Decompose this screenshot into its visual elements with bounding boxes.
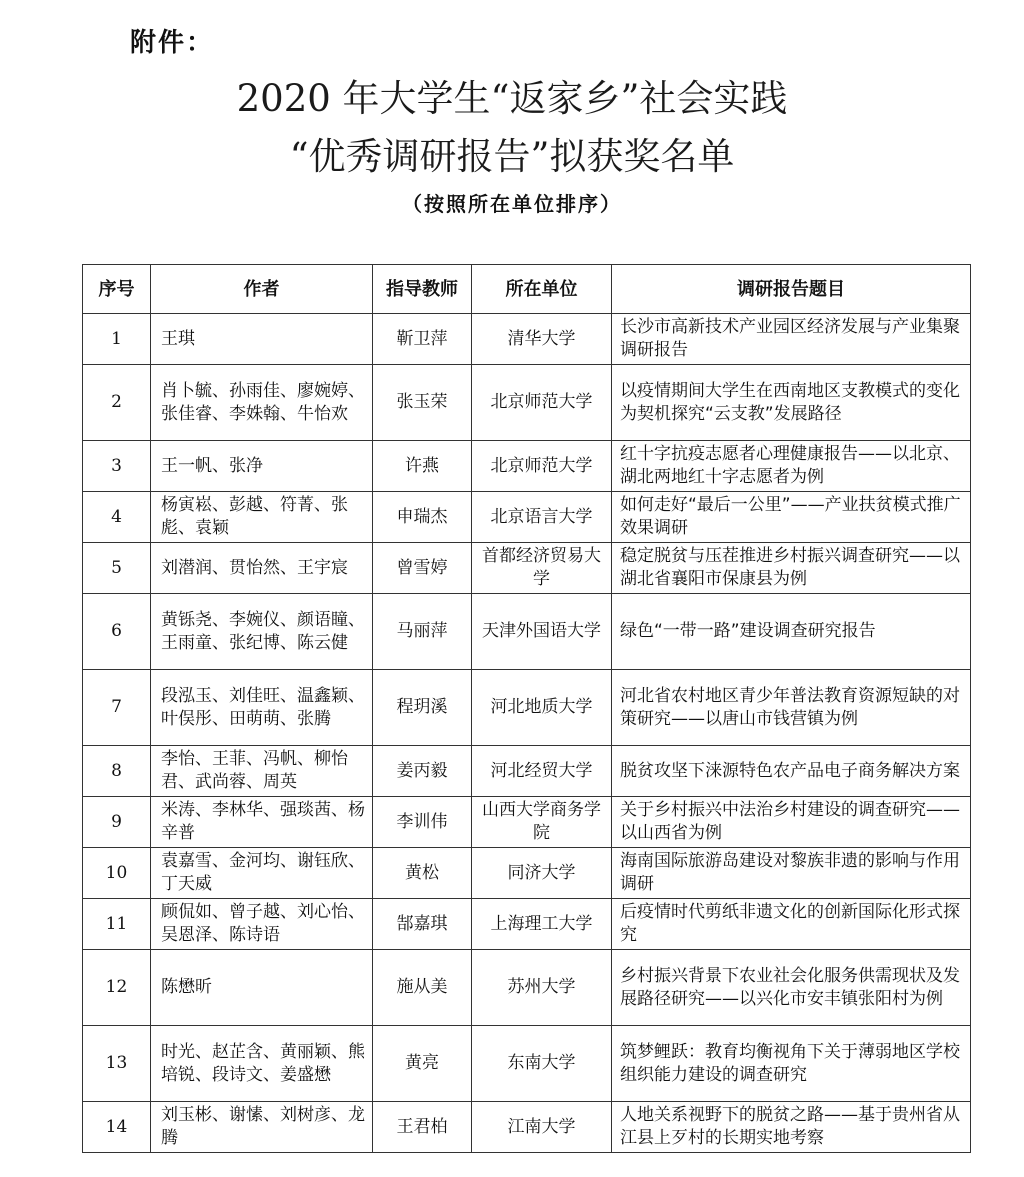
row-authors: 黄铄尧、李婉仪、颜语瞳、王雨童、张纪博、陈云健 xyxy=(151,594,373,670)
row-topic: 乡村振兴背景下农业社会化服务供需现状及发展路径研究——以兴化市安丰镇张阳村为例 xyxy=(612,950,971,1026)
row-teacher: 申瑞杰 xyxy=(373,492,472,543)
row-unit: 清华大学 xyxy=(472,314,612,365)
award-list-table xyxy=(82,264,971,1153)
document-title-line1: 2020 年大学生“返家乡”社会实践 xyxy=(236,77,788,120)
table-header-row xyxy=(83,265,971,314)
row-unit: 山西大学商务学院 xyxy=(472,797,612,848)
row-topic: 筑梦鲤跃：教育均衡视角下关于薄弱地区学校组织能力建设的调查研究 xyxy=(612,1026,971,1102)
row-index: 8 xyxy=(83,746,151,797)
row-teacher: 郜嘉琪 xyxy=(373,899,472,950)
table-row xyxy=(83,950,971,1026)
row-topic: 以疫情期间大学生在西南地区支教模式的变化为契机探究“云支教”发展路径 xyxy=(612,365,971,441)
table-row xyxy=(83,746,971,797)
row-authors: 肖卜毓、孙雨佳、廖婉婷、张佳睿、李姝翰、牛怡欢 xyxy=(151,365,373,441)
row-index: 14 xyxy=(83,1102,151,1153)
table-row xyxy=(83,899,971,950)
row-unit: 江南大学 xyxy=(472,1102,612,1153)
row-authors: 李怡、王菲、冯帆、柳怡君、武尚蓉、周英 xyxy=(151,746,373,797)
row-topic: 绿色“一带一路”建设调查研究报告 xyxy=(612,594,971,670)
row-teacher: 张玉荣 xyxy=(373,365,472,441)
row-topic: 人地关系视野下的脱贫之路——基于贵州省从江县上歹村的长期实地考察 xyxy=(612,1102,971,1153)
table-row xyxy=(83,492,971,543)
row-teacher: 李训伟 xyxy=(373,797,472,848)
row-unit: 同济大学 xyxy=(472,848,612,899)
row-index: 4 xyxy=(83,492,151,543)
row-index: 13 xyxy=(83,1026,151,1102)
attachment-label: 附件： xyxy=(130,28,215,58)
row-authors: 顾侃如、曾子越、刘心怡、吴恩泽、陈诗语 xyxy=(151,899,373,950)
row-topic: 红十字抗疫志愿者心理健康报告——以北京、湖北两地红十字志愿者为例 xyxy=(612,441,971,492)
row-authors: 刘潜润、贯怡然、王宇宸 xyxy=(151,543,373,594)
row-unit: 上海理工大学 xyxy=(472,899,612,950)
row-index: 6 xyxy=(83,594,151,670)
row-authors: 袁嘉雪、金河均、谢钰欣、丁天威 xyxy=(151,848,373,899)
row-teacher: 黄亮 xyxy=(373,1026,472,1102)
row-index: 5 xyxy=(83,543,151,594)
row-teacher: 姜丙毅 xyxy=(373,746,472,797)
row-index: 2 xyxy=(83,365,151,441)
column-header-teacher: 指导教师 xyxy=(373,265,472,314)
row-topic: 稳定脱贫与压茬推进乡村振兴调查研究——以湖北省襄阳市保康县为例 xyxy=(612,543,971,594)
row-teacher: 曾雪婷 xyxy=(373,543,472,594)
row-teacher: 靳卫萍 xyxy=(373,314,472,365)
row-authors: 米涛、李林华、强琰茜、杨辛普 xyxy=(151,797,373,848)
row-topic: 长沙市高新技术产业园区经济发展与产业集聚调研报告 xyxy=(612,314,971,365)
column-header-authors: 作者 xyxy=(151,265,373,314)
row-index: 7 xyxy=(83,670,151,746)
row-index: 9 xyxy=(83,797,151,848)
table-row xyxy=(83,365,971,441)
row-topic: 河北省农村地区青少年普法教育资源短缺的对策研究——以唐山市钱营镇为例 xyxy=(612,670,971,746)
row-index: 3 xyxy=(83,441,151,492)
row-unit: 河北经贸大学 xyxy=(472,746,612,797)
table-row xyxy=(83,670,971,746)
row-unit: 苏州大学 xyxy=(472,950,612,1026)
row-authors: 杨寅崧、彭越、符菁、张彪、袁颖 xyxy=(151,492,373,543)
column-header-index: 序号 xyxy=(83,265,151,314)
row-unit: 北京语言大学 xyxy=(472,492,612,543)
row-teacher: 黄松 xyxy=(373,848,472,899)
row-authors: 刘玉彬、谢愫、刘树彦、龙腾 xyxy=(151,1102,373,1153)
row-unit: 天津外国语大学 xyxy=(472,594,612,670)
row-authors: 陈懋昕 xyxy=(151,950,373,1026)
document-title-line2: “优秀调研报告”拟获奖名单 xyxy=(289,135,735,178)
row-teacher: 施从美 xyxy=(373,950,472,1026)
row-authors: 王一帆、张净 xyxy=(151,441,373,492)
row-topic: 脱贫攻坚下涞源特色农产品电子商务解决方案 xyxy=(612,746,971,797)
table-row xyxy=(83,848,971,899)
column-header-unit: 所在单位 xyxy=(472,265,612,314)
row-teacher: 程玥溪 xyxy=(373,670,472,746)
row-unit: 北京师范大学 xyxy=(472,441,612,492)
table-row xyxy=(83,1026,971,1102)
row-index: 12 xyxy=(83,950,151,1026)
table-row xyxy=(83,1102,971,1153)
table-row xyxy=(83,797,971,848)
row-authors: 王琪 xyxy=(151,314,373,365)
table-row xyxy=(83,543,971,594)
row-topic: 后疫情时代剪纸非遗文化的创新国际化形式探究 xyxy=(612,899,971,950)
row-unit: 首都经济贸易大学 xyxy=(472,543,612,594)
row-unit: 北京师范大学 xyxy=(472,365,612,441)
row-index: 1 xyxy=(83,314,151,365)
row-index: 11 xyxy=(83,899,151,950)
table-row xyxy=(83,441,971,492)
row-unit: 东南大学 xyxy=(472,1026,612,1102)
row-topic: 海南国际旅游岛建设对黎族非遗的影响与作用调研 xyxy=(612,848,971,899)
row-teacher: 许燕 xyxy=(373,441,472,492)
row-teacher: 王君柏 xyxy=(373,1102,472,1153)
row-authors: 时光、赵芷含、黄丽颖、熊培锐、段诗文、姜盛懋 xyxy=(151,1026,373,1102)
table-row xyxy=(83,594,971,670)
table-row xyxy=(83,314,971,365)
row-authors: 段泓玉、刘佳旺、温鑫颖、叶俣彤、田萌萌、张腾 xyxy=(151,670,373,746)
column-header-topic: 调研报告题目 xyxy=(612,265,971,314)
sort-note: （按照所在单位排序） xyxy=(402,192,622,216)
row-topic: 关于乡村振兴中法治乡村建设的调查研究——以山西省为例 xyxy=(612,797,971,848)
row-topic: 如何走好“最后一公里”——产业扶贫模式推广效果调研 xyxy=(612,492,971,543)
row-index: 10 xyxy=(83,848,151,899)
row-teacher: 马丽萍 xyxy=(373,594,472,670)
row-unit: 河北地质大学 xyxy=(472,670,612,746)
